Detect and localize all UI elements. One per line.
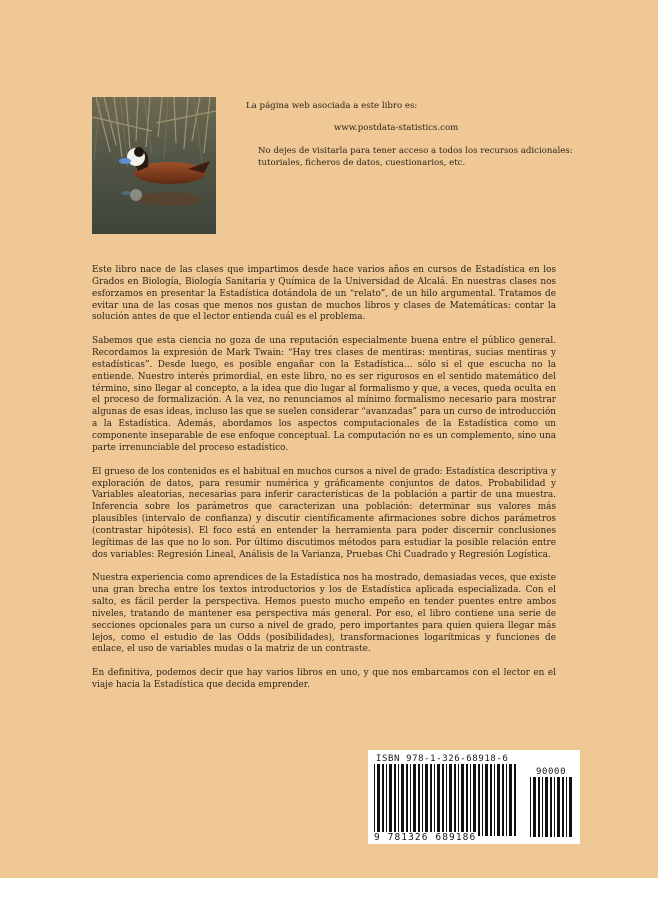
barcode-bar bbox=[386, 764, 387, 836]
description-paragraph: Este libro nace de las clases que impartimos desde hace varios años en cursos de Estadística en los Grados en Biología, Biología Sanitaria y Química de la Universidad de Alcalá. En nuestras clases nos esforzamos en presentar la Estadística dotándola de un “relato”, de un hilo argumental. Tratamos de evitar una de las cosas que menos nos gustan de muchos libros y clases de Matemáticas: contar la solución antes de que el lector entienda cuál es el problema. bbox=[92, 265, 556, 323]
barcode-bar bbox=[497, 764, 500, 836]
barcode-bar bbox=[470, 764, 471, 836]
price-code-label: 90000 bbox=[536, 767, 567, 777]
barcode-bar bbox=[490, 764, 492, 836]
barcode-bar bbox=[485, 764, 488, 836]
barcode-bar bbox=[554, 777, 555, 837]
barcode-bar bbox=[401, 764, 404, 836]
barcode-bar bbox=[422, 764, 423, 836]
description-paragraph: En definitiva, podemos decir que hay varios libros en uno, y que nos embarcamos con el lector en el viaje hacia la Estadística que decida emprender. bbox=[92, 668, 556, 691]
barcode-bar bbox=[389, 764, 392, 836]
back-cover-description bbox=[92, 265, 556, 704]
barcode-bar bbox=[398, 764, 399, 836]
description-paragraph: Nuestra experiencia como aprendices de la Estadística nos ha mostrado, demasiadas veces, que existe una gran brecha entre los textos introductorios y los de Estadística aplicada especializada. Con el salto, es fácil perder la perspectiva. Hemos puesto mucho empeño en tender puentes entre ambos niveles, tratando de mantener esa perspectiva más general. Por eso, el libro contiene una serie de secciones opcionales para un curso a nivel de grado, pero importantes para quien quiera llegar más lejos, como el estudio de las Odds (posibilidades), transformaciones logarítmicas y funciones de enlace, el uso de variables mudas o la matriz de un contraste. bbox=[92, 573, 556, 655]
barcode-bar bbox=[437, 764, 440, 836]
barcode-bar bbox=[550, 777, 552, 837]
description-paragraph: Sabemos que esta ciencia no goza de una reputación especialmente buena entre el público general. Recordamos la expresión de Mark Twain: “Hay tres clases de mentiras: mentiras, sucias mentiras y estadísticas”. Desde luego, es posible engañar con la Estadística... sólo si el que escucha no la entiende. Nuestro interés primordial, en este libro, no es ser rigurosos en el sentido matemático del término, sino llegar al concepto, a la idea que dio lugar al formalismo y que, a veces, queda oculta en el proceso de formalización. A la vez, no renunciamos al mínimo formalismo necesario para mostrar algunas de esas ideas, incluso las que se suelen considerar “avanzadas” para un curso de introducción a la Estadística. Además, abordamos los aspectos computacionales de la Estadística como un componente inseparable de ese enfoque conceptual. La computación no es un complemento, sino una parte irrenunciable del proceso estadístico. bbox=[92, 336, 556, 453]
duck-photo-image bbox=[92, 97, 216, 234]
website-url[interactable]: www.postdata-statistics.com bbox=[334, 123, 459, 133]
barcode-bar bbox=[478, 764, 480, 836]
barcode-bar bbox=[509, 764, 512, 836]
barcode-bar bbox=[569, 777, 572, 837]
website-visit-text: No dejes de visitarla para tener acceso a todos los recursos adicionales: tutoriales, ficheros de datos, cuestionarios, etc. bbox=[258, 146, 573, 168]
barcode-bar bbox=[545, 777, 548, 837]
barcode-bar bbox=[566, 777, 567, 837]
barcode-bar bbox=[506, 764, 507, 836]
barcode-bar bbox=[434, 764, 435, 836]
price-addon-barcode bbox=[528, 777, 574, 837]
barcode-bar bbox=[542, 777, 543, 837]
barcode-bar bbox=[413, 764, 416, 836]
barcode-bar bbox=[446, 764, 447, 836]
barcode-bar bbox=[502, 764, 504, 836]
isbn-label: ISBN 978-1-326-68918-6 bbox=[376, 754, 509, 764]
barcode-bar bbox=[494, 764, 495, 836]
barcode-bar bbox=[449, 764, 452, 836]
barcode-bar bbox=[562, 777, 564, 837]
website-info bbox=[246, 100, 586, 169]
description-paragraph: El grueso de los contenidos es el habitual en muchos cursos a nivel de grado: Estadística descriptiva y exploración de datos, para resumir numérica y gráficamente conjuntos de datos. Probabilidad y Variables aleatorias, necesarias para inferir características de la población a partir de una muestra. Inferencia sobre los parámetros que caracterizan una población: determinar sus valores más plausibles (intervalo de confianza) y discutir científicamente afirmaciones sobre dichos parámetros (contrastar hipótesis). El foco está en entender la herramienta para poder discernir conclusiones legítimas de las que no lo son. Por último discutimos métodos para estudiar la posible relación entre dos variables: Regresión Lineal, Análisis de la Varianza, Pruebas Chi Cuadrado y Regresión Logística. bbox=[92, 466, 556, 560]
barcode-bar bbox=[514, 764, 516, 836]
barcode-bar bbox=[458, 764, 459, 836]
barcode-bar bbox=[466, 764, 468, 836]
barcode-bar bbox=[557, 777, 560, 837]
barcode-bar bbox=[374, 764, 375, 836]
website-intro: La página web asociada a este libro es: bbox=[246, 101, 418, 111]
ean-digits: 9 781326 689186 bbox=[374, 832, 477, 843]
barcode-bar bbox=[482, 764, 483, 836]
barcode-bar bbox=[406, 764, 408, 836]
barcode-bar bbox=[461, 764, 464, 836]
barcode-bar bbox=[473, 764, 476, 836]
barcode-bar bbox=[430, 764, 432, 836]
barcode-bar bbox=[410, 764, 411, 836]
barcode-bar bbox=[442, 764, 444, 836]
barcode-bar bbox=[394, 764, 396, 836]
barcode-bar bbox=[377, 764, 380, 836]
barcode-bar bbox=[538, 777, 540, 837]
barcode-bar bbox=[454, 764, 456, 836]
barcode-bar bbox=[425, 764, 428, 836]
barcode-bar bbox=[530, 777, 531, 837]
barcode-bar bbox=[533, 777, 536, 837]
barcode-bar bbox=[382, 764, 384, 836]
barcode-bar bbox=[418, 764, 420, 836]
duck-photo bbox=[92, 97, 216, 234]
ean-barcode bbox=[372, 764, 520, 836]
